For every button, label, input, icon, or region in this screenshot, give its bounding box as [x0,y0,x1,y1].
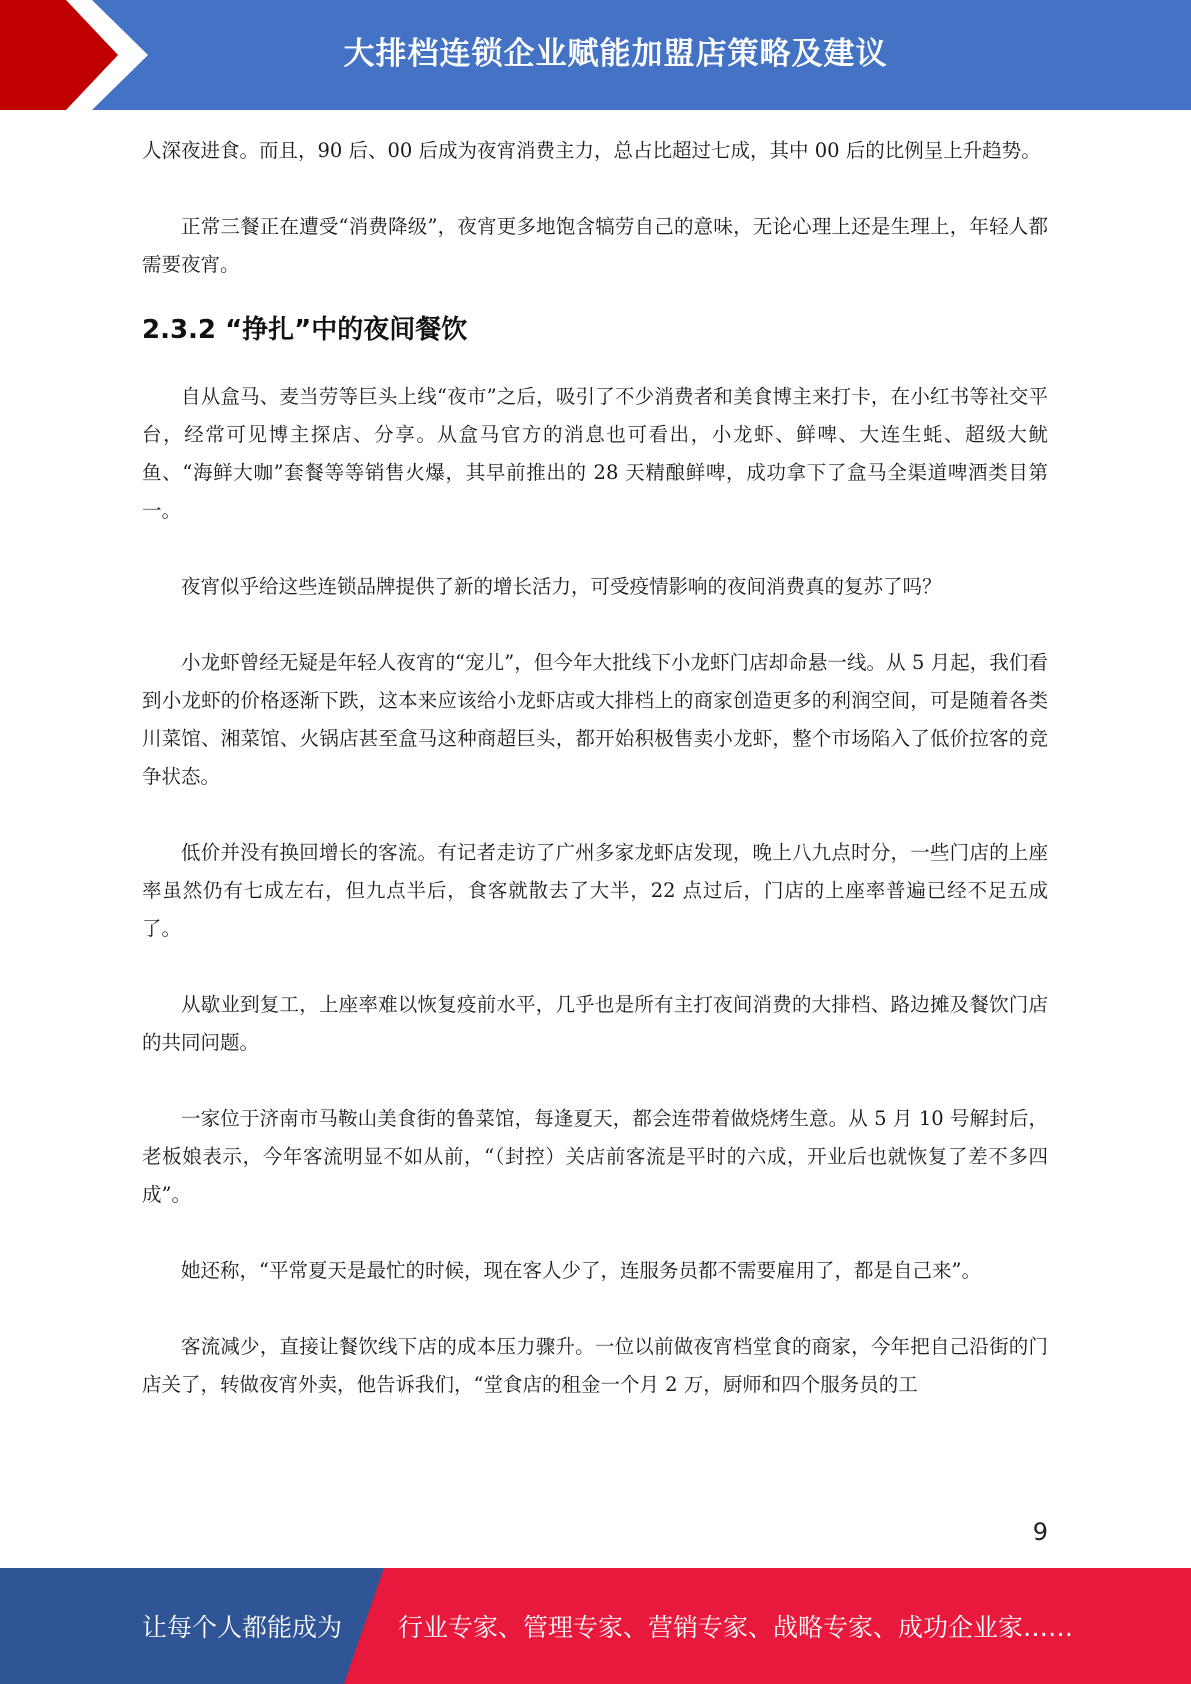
paragraph: 低价并没有换回增长的客流。有记者走访了广州多家龙虾店发现，晚上八九点时分，一些门店的上座率虽然仍有七成左右，但九点半后，食客就散去了大半，22 点过后，门店的上座率普遍已经不足五成了。 [142,841,1048,940]
header-title: 大排档连锁企业赋能加盟店策略及建议 [343,35,888,72]
paragraph: 客流减少，直接让餐饮线下店的成本压力骤升。一位以前做夜宵档堂食的商家，今年把自己沿街的门店关了，转做夜宵外卖，他告诉我们，“堂食店的租金一个月 2 万，厨师和四个服务员的工 [142,1335,1048,1396]
paragraph: 从歇业到复工，上座率难以恢复疫前水平，几乎也是所有主打夜间消费的大排档、路边摊及餐饮门店的共同问题。 [142,993,1048,1054]
footer-slogan-right: 行业专家、管理专家、营销专家、战略专家、成功企业家…… [398,1613,1074,1642]
document-body [142,132,1048,1404]
paragraph: 夜宵似乎给这些连锁品牌提供了新的增长活力，可受疫情影响的夜间消费真的复苏了吗？ [181,575,942,598]
paragraph: 自从盒马、麦当劳等巨头上线“夜市”之后，吸引了不少消费者和美食博主来打卡，在小红书等社交平台，经常可见博主探店、分享。从盒马官方的消息也可看出，小龙虾、鲜啤、大连生蚝、超级大鱿鱼、“海鲜大咖”套餐等等销售火爆，其早前推出的 28 天精酿鲜啤，成功拿下了盒马全渠道啤酒类目第一。 [142,385,1048,522]
paragraph: 人深夜进食。而且，90 后、00 后成为夜宵消费主力，总占比超过七成，其中 00 后的比例呈上升趋势。 [142,139,1041,162]
section-heading: 2.3.2 “挣扎”中的夜间餐饮 [142,315,468,345]
page-footer [0,1568,1191,1684]
paragraph: 一家位于济南市马鞍山美食街的鲁菜馆，每逢夏天，都会连带着做烧烤生意。从 5 月 10 号解封后，老板娘表示，今年客流明显不如从前，“（封控）关店前客流是平时的六成，开业后也就恢复了差不多四成”。 [142,1107,1048,1206]
paragraph: 她还称，“平常夏天是最忙的时候，现在客人少了，连服务员都不需要雇用了，都是自己来”。 [181,1259,981,1282]
page-header [0,0,1191,110]
footer-slogan-left: 让每个人都能成为 [142,1613,343,1642]
paragraph: 正常三餐正在遭受“消费降级”，夜宵更多地饱含犒劳自己的意味，无论心理上还是生理上，年轻人都需要夜宵。 [142,215,1048,276]
paragraph: 小龙虾曾经无疑是年轻人夜宵的“宠儿”，但今年大批线下小龙虾门店却命悬一线。从 5 月起，我们看到小龙虾的价格逐渐下跌，这本来应该给小龙虾店或大排档上的商家创造更多的利润空间，可是随着各类川菜馆、湘菜馆、火锅店甚至盒马这种商超巨头，都开始积极售卖小龙虾，整个市场陷入了低价拉客的竞争状态。 [142,651,1048,788]
page-number: 9 [1032,1518,1048,1546]
